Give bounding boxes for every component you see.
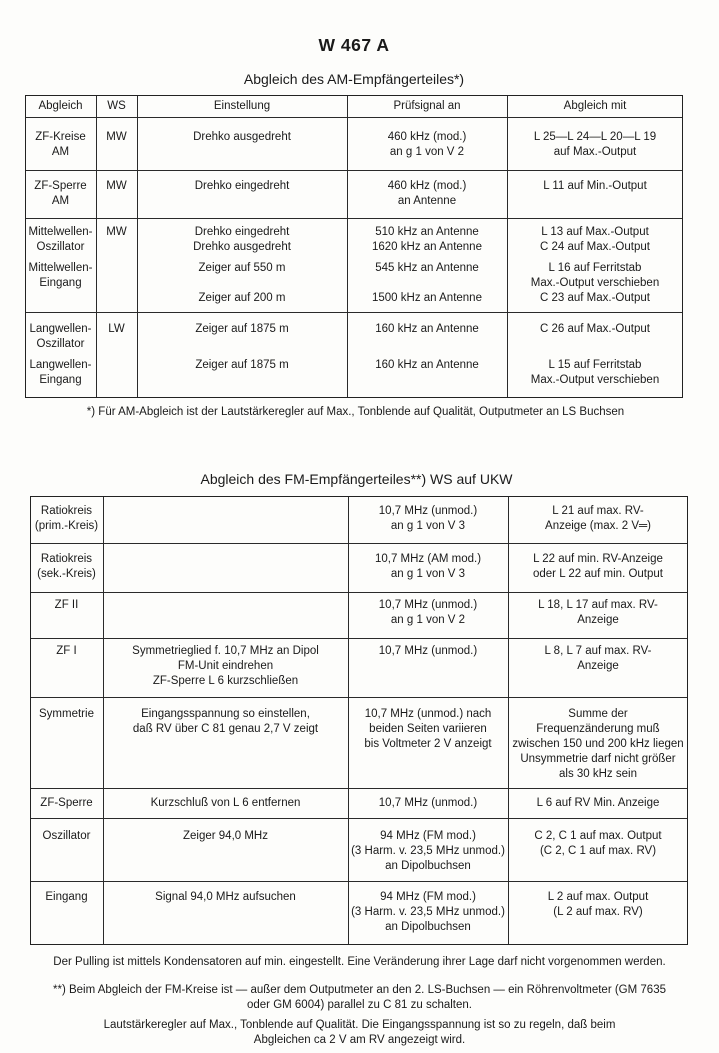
alignment-point-cell	[25, 117, 96, 170]
alignment-point-text: ZF-Sperre	[40, 796, 93, 809]
alignment-point-text: AM	[51, 145, 70, 158]
test-signal-cell	[348, 496, 508, 543]
setting-text: Drehko ausgedreht	[193, 240, 291, 253]
test-signal-text: 94 MHz (FM mod.)	[380, 829, 476, 842]
test-signal-text: 10,7 MHz (unmod.)	[378, 598, 478, 611]
table-row	[30, 788, 688, 818]
fm-section-heading: Abgleich des FM-Empfängerteiles**) WS auf UKW	[200, 471, 513, 487]
row-rule	[25, 170, 683, 171]
adjust-with-text: Anzeige	[577, 613, 619, 626]
alignment-point-text: AM	[51, 194, 70, 207]
waveband-text: MW	[106, 179, 127, 192]
adjust-with-cell	[507, 117, 683, 170]
setting-text: Signal 94,0 MHz aufsuchen	[155, 890, 296, 903]
setting-cell	[137, 312, 347, 398]
adjust-with-text: L 11 auf Min.-Output	[543, 179, 647, 192]
waveband-text: MW	[106, 130, 127, 143]
setting-cell	[103, 496, 348, 543]
test-signal-text: 94 MHz (FM mod.)	[380, 890, 476, 903]
test-signal-cell	[348, 818, 508, 881]
adjust-with-text: L 25—L 24—L 20—L 19	[533, 130, 657, 143]
setting-text: Symmetrieglied f. 10,7 MHz an Dipol	[132, 644, 319, 657]
setting-cell	[103, 592, 348, 638]
header-alignment-point	[25, 95, 96, 117]
adjust-with-text: (L 2 auf max. RV)	[553, 905, 643, 918]
test-signal-cell	[348, 592, 508, 638]
test-signal-text: 1500 kHz an Antenne	[372, 291, 482, 304]
input-level-note	[0, 1018, 719, 1048]
alignment-point-text: (sek.-Kreis)	[37, 567, 96, 580]
alignment-point-text: ZF I	[56, 644, 77, 657]
input-level-note-line: Lautstärkeregler auf Max., Tonblende auf Qualität. Die Eingangsspannung ist so zu regeln, daß beim	[103, 1019, 616, 1031]
test-signal-text: 460 kHz (mod.)	[387, 130, 467, 143]
test-signal-text: an g 1 von V 3	[390, 519, 466, 532]
adjust-with-text: L 21 auf max. RV-	[552, 504, 644, 517]
adjust-with-text: C 24 auf Max.-Output	[540, 240, 650, 253]
test-signal-cell	[348, 788, 508, 818]
column-header: WS	[107, 99, 126, 112]
test-signal-text: 1620 kHz an Antenne	[372, 240, 482, 253]
alignment-point-text: Eingang	[45, 890, 88, 903]
row-rule	[30, 818, 688, 819]
adjust-with-cell	[508, 638, 688, 697]
alignment-point-cell	[30, 496, 103, 543]
column-rule	[508, 496, 509, 945]
test-signal-cell	[348, 543, 508, 592]
column-rule	[103, 496, 104, 945]
test-signal-cell	[348, 638, 508, 697]
row-rule	[30, 592, 688, 593]
setting-cell	[103, 543, 348, 592]
adjust-with-text: C 23 auf Max.-Output	[540, 291, 650, 304]
adjust-with-text: als 30 kHz sein	[559, 767, 637, 780]
setting-cell	[103, 697, 348, 788]
fm-footnote-line: **) Beim Abgleich der FM-Kreise ist — außer dem Outputmeter an den 2. LS-Buchsen — ein Röhrenvoltmeter (GM 7635	[53, 984, 666, 996]
fm-footnote-line: oder GM 6004) parallel zu C 81 zu schalten.	[246, 999, 472, 1011]
setting-text: Kurzschluß von L 6 entfernen	[150, 796, 301, 809]
adjust-with-text: Max.-Output verschieben	[530, 373, 660, 386]
am-alignment-table	[25, 95, 683, 398]
test-signal-text: an g 1 von V 2	[389, 145, 465, 158]
pulling-note: Der Pulling ist mittels Kondensatoren auf min. eingestellt. Eine Veränderung ihrer Lage darf nicht vorgenommen werden.	[53, 956, 666, 968]
setting-text: Drehko ausgedreht	[193, 130, 291, 143]
test-signal-cell	[348, 697, 508, 788]
document-title: W 467 A	[318, 35, 390, 55]
header-test-signal	[347, 95, 507, 117]
setting-text: Zeiger 94,0 MHz	[182, 829, 268, 842]
column-rule	[507, 95, 508, 398]
table-row	[25, 312, 683, 398]
test-signal-text: an g 1 von V 3	[390, 567, 466, 580]
header-adjust-with	[507, 95, 683, 117]
table-row	[25, 170, 683, 218]
alignment-point-cell	[25, 218, 96, 312]
setting-text: ZF-Sperre L 6 kurzschließen	[152, 674, 299, 687]
setting-text: Drehko eingedreht	[194, 225, 290, 238]
test-signal-text: 510 kHz an Antenne	[375, 225, 479, 238]
setting-cell	[103, 638, 348, 697]
row-rule	[30, 788, 688, 789]
adjust-with-text: Anzeige	[577, 659, 619, 672]
alignment-point-text: Oszillator	[36, 240, 85, 253]
test-signal-text: 10,7 MHz (AM mod.)	[374, 552, 482, 565]
test-signal-text: an Antenne	[397, 194, 457, 207]
header-waveband	[96, 95, 137, 117]
am-footnote: *) Für AM-Abgleich ist der Lautstärkeregler auf Max., Tonblende auf Qualität, Outputmeter an LS Buchsen	[86, 406, 625, 418]
alignment-point-cell	[30, 697, 103, 788]
setting-text: Eingangsspannung so einstellen,	[141, 707, 310, 720]
row-rule	[30, 543, 688, 544]
adjust-with-cell	[507, 218, 683, 312]
waveband-text: LW	[108, 322, 125, 335]
alignment-point-text: Ratiokreis	[40, 552, 93, 565]
alignment-point-text: ZF-Kreise	[35, 130, 86, 143]
am-section-heading: Abgleich des AM-Empfängerteiles*)	[243, 71, 465, 87]
alignment-point-text: Symmetrie	[39, 707, 94, 720]
adjust-with-text: L 8, L 7 auf max. RV-	[544, 644, 652, 657]
column-rule	[347, 95, 348, 398]
setting-cell	[103, 788, 348, 818]
header-setting	[137, 95, 347, 117]
adjust-with-text: zwischen 150 und 200 kHz liegen	[512, 737, 684, 750]
setting-text: Zeiger auf 200 m	[198, 291, 286, 304]
test-signal-text: (3 Harm. v. 23,5 MHz unmod.)	[351, 905, 505, 918]
adjust-with-text: Anzeige (max. 2 V═)	[545, 519, 651, 532]
setting-cell	[137, 117, 347, 170]
table-row	[30, 592, 688, 638]
adjust-with-cell	[508, 881, 688, 945]
test-signal-text: an g 1 von V 2	[390, 613, 466, 626]
alignment-point-cell	[25, 312, 96, 398]
adjust-with-text: (C 2, C 1 auf max. RV)	[539, 844, 657, 857]
test-signal-text: 10,7 MHz (unmod.) nach	[364, 707, 492, 720]
alignment-point-cell	[30, 881, 103, 945]
column-rule	[348, 496, 349, 945]
alignment-point-cell	[30, 818, 103, 881]
table-row	[30, 496, 688, 543]
test-signal-text: 10,7 MHz (unmod.)	[378, 796, 478, 809]
alignment-point-text: Langwellen-	[29, 358, 92, 371]
test-signal-text: 10,7 MHz (unmod.)	[378, 644, 478, 657]
waveband-cell	[96, 312, 137, 398]
setting-cell	[137, 170, 347, 218]
alignment-point-text: Ratiokreis	[40, 504, 93, 517]
waveband-cell	[96, 218, 137, 312]
column-rule	[137, 95, 138, 398]
test-signal-cell	[347, 218, 507, 312]
test-signal-text: 460 kHz (mod.)	[387, 179, 467, 192]
adjust-with-cell	[508, 788, 688, 818]
setting-text: Zeiger auf 550 m	[198, 261, 286, 274]
test-signal-cell	[347, 117, 507, 170]
header-row	[25, 95, 683, 117]
setting-text: Zeiger auf 1875 m	[195, 358, 289, 371]
alignment-point-cell	[25, 170, 96, 218]
waveband-cell	[96, 117, 137, 170]
adjust-with-text: L 22 auf min. RV-Anzeige	[533, 552, 663, 565]
test-signal-text: beiden Seiten variieren	[369, 722, 487, 735]
adjust-with-text: C 2, C 1 auf max. Output	[534, 829, 662, 842]
adjust-with-text: L 16 auf Ferritstab	[548, 261, 642, 274]
table-row	[30, 818, 688, 881]
adjust-with-text: Summe der	[568, 707, 628, 720]
adjust-with-text: Frequenzänderung muß	[536, 722, 660, 735]
test-signal-text: an Dipolbuchsen	[385, 859, 471, 872]
adjust-with-text: C 26 auf Max.-Output	[540, 322, 650, 335]
column-header: Abgleich	[38, 99, 83, 112]
setting-text: daß RV über C 81 genau 2,7 V zeigt	[132, 722, 319, 735]
setting-text: Zeiger auf 1875 m	[195, 322, 289, 335]
setting-cell	[103, 818, 348, 881]
adjust-with-text: L 2 auf max. Output	[547, 890, 649, 903]
alignment-point-text: Mittelwellen-	[28, 261, 93, 274]
row-rule	[30, 881, 688, 882]
adjust-with-text: auf Max.-Output	[553, 145, 637, 158]
alignment-point-text: Eingang	[39, 276, 82, 289]
row-rule	[25, 312, 683, 313]
alignment-point-text: Langwellen-	[29, 322, 92, 335]
adjust-with-cell	[508, 496, 688, 543]
row-rule	[25, 218, 683, 219]
test-signal-text: 160 kHz an Antenne	[375, 358, 479, 371]
adjust-with-cell	[508, 697, 688, 788]
adjust-with-text: L 13 auf Max.-Output	[541, 225, 649, 238]
alignment-point-text: ZF-Sperre	[34, 179, 87, 192]
adjust-with-text: Unsymmetrie darf nicht größer	[520, 752, 676, 765]
test-signal-text: an Dipolbuchsen	[385, 920, 471, 933]
alignment-point-cell	[30, 638, 103, 697]
alignment-point-cell	[30, 592, 103, 638]
table-row	[25, 218, 683, 312]
setting-cell	[137, 218, 347, 312]
alignment-point-text: Oszillator	[36, 337, 85, 350]
setting-text: Drehko eingedreht	[194, 179, 290, 192]
row-rule	[30, 638, 688, 639]
column-rule	[96, 95, 97, 398]
waveband-cell	[96, 170, 137, 218]
column-header: Abgleich mit	[563, 99, 627, 112]
test-signal-cell	[348, 881, 508, 945]
adjust-with-text: Max.-Output verschieben	[530, 276, 660, 289]
row-rule	[30, 697, 688, 698]
alignment-point-text: (prim.-Kreis)	[34, 519, 99, 532]
fm-footnote	[0, 983, 719, 1013]
adjust-with-cell	[508, 592, 688, 638]
adjust-with-cell	[507, 312, 683, 398]
test-signal-cell	[347, 312, 507, 398]
column-header: Einstellung	[213, 99, 271, 112]
adjust-with-cell	[507, 170, 683, 218]
table-row	[30, 881, 688, 945]
setting-text: FM-Unit eindrehen	[177, 659, 274, 672]
fm-alignment-table	[30, 496, 688, 945]
adjust-with-cell	[508, 543, 688, 592]
test-signal-text: 545 kHz an Antenne	[375, 261, 479, 274]
table-row	[30, 697, 688, 788]
alignment-point-text: ZF II	[54, 598, 79, 611]
adjust-with-cell	[508, 818, 688, 881]
table-row	[25, 117, 683, 170]
adjust-with-text: L 6 auf RV Min. Anzeige	[536, 796, 660, 809]
table-row	[30, 638, 688, 697]
alignment-point-cell	[30, 543, 103, 592]
setting-cell	[103, 881, 348, 945]
column-header: Prüfsignal an	[393, 99, 461, 112]
adjust-with-text: L 18, L 17 auf max. RV-	[538, 598, 658, 611]
alignment-point-cell	[30, 788, 103, 818]
alignment-point-text: Oszillator	[42, 829, 91, 842]
alignment-point-text: Eingang	[39, 373, 82, 386]
test-signal-text: 10,7 MHz (unmod.)	[378, 504, 478, 517]
alignment-point-text: Mittelwellen-	[28, 225, 93, 238]
row-rule	[25, 117, 683, 119]
test-signal-text: bis Voltmeter 2 V anzeigt	[364, 737, 492, 750]
adjust-with-text: L 15 auf Ferritstab	[548, 358, 642, 371]
adjust-with-text: oder L 22 auf min. Output	[533, 567, 663, 580]
waveband-text: MW	[106, 225, 127, 238]
table-row	[30, 543, 688, 592]
test-signal-text: (3 Harm. v. 23,5 MHz unmod.)	[351, 844, 505, 857]
input-level-note-line: Abgleichen ca 2 V am RV angezeigt wird.	[253, 1034, 466, 1046]
test-signal-text: 160 kHz an Antenne	[375, 322, 479, 335]
test-signal-cell	[347, 170, 507, 218]
